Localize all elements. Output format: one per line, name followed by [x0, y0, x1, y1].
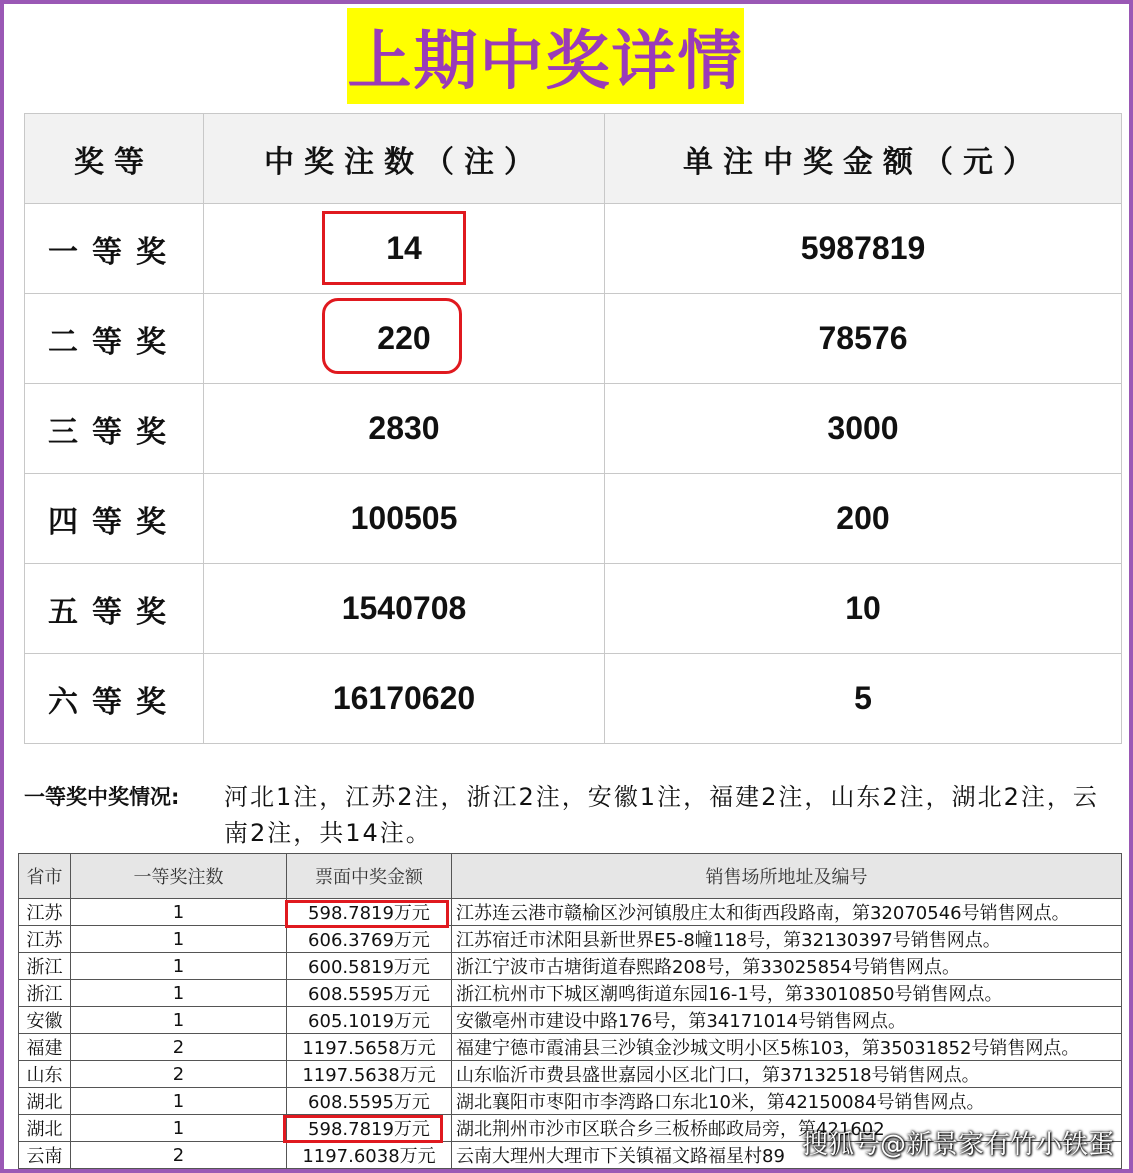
- table-row: [19, 1034, 1122, 1061]
- page-title: 上期中奖详情: [347, 25, 744, 99]
- first-prize-label: 一等奖中奖情况:: [24, 785, 180, 809]
- address-cell: 湖北襄阳市枣阳市李湾路口东北10米，第42150084号销售网点。: [452, 1088, 1122, 1115]
- province-cell: 江苏: [19, 926, 71, 953]
- count-cell: 1: [71, 1007, 287, 1034]
- table-row: [19, 953, 1122, 980]
- count-cell: 2: [71, 1034, 287, 1061]
- header-first-count: 一等奖注数: [71, 854, 287, 899]
- prize-count: 1540708: [204, 564, 605, 654]
- address-cell: 湖北荆州市沙市区联合乡三板桥邮政局旁，第421602: [452, 1115, 1122, 1142]
- amount-cell: 606.3769万元: [287, 926, 452, 953]
- province-cell: 安徽: [19, 1007, 71, 1034]
- address-cell: 江苏宿迁市沭阳县新世界E5-8幢118号，第32130397号销售网点。: [452, 926, 1122, 953]
- table-row: [19, 926, 1122, 953]
- prize-table-header: [25, 114, 1122, 204]
- address-cell: 浙江杭州市下城区潮鸣街道东园16-1号，第33010850号销售网点。: [452, 980, 1122, 1007]
- table-row: [19, 899, 1122, 926]
- count-cell: 2: [71, 1061, 287, 1088]
- count-cell: 2: [71, 1142, 287, 1169]
- amount-cell: 1197.5638万元: [287, 1061, 452, 1088]
- header-amount: 单注中奖金额（元）: [605, 114, 1122, 204]
- table-row: [25, 204, 1122, 294]
- province-cell: 浙江: [19, 953, 71, 980]
- prize-count: 220: [204, 294, 605, 384]
- province-cell: 浙江: [19, 980, 71, 1007]
- prize-amount: 5987819: [605, 204, 1122, 294]
- table-row: [25, 384, 1122, 474]
- prize-count: 100505: [204, 474, 605, 564]
- detail-table: [18, 853, 1122, 1169]
- count-cell: 1: [71, 1115, 287, 1142]
- address-cell: 江苏连云港市赣榆区沙河镇殷庄太和街西段路南，第32070546号销售网点。: [452, 899, 1122, 926]
- table-row: [19, 1061, 1122, 1088]
- address-cell: 山东临沂市费县盛世嘉园小区北门口，第37132518号销售网点。: [452, 1061, 1122, 1088]
- count-cell: 1: [71, 899, 287, 926]
- first-prize-text: 河北1注，江苏2注，浙江2注，安徽1注，福建2注，山东2注，湖北2注，云南2注，共14注。: [224, 783, 1099, 847]
- table-row: [25, 474, 1122, 564]
- prize-amount: 10: [605, 564, 1122, 654]
- prize-level: 六等奖: [25, 654, 204, 744]
- prize-amount: 3000: [605, 384, 1122, 474]
- prize-level: 四等奖: [25, 474, 204, 564]
- amount-cell: 598.7819万元: [287, 1115, 452, 1142]
- table-row: [25, 294, 1122, 384]
- header-ticket-amount: 票面中奖金额: [287, 854, 452, 899]
- title-banner: [347, 8, 744, 104]
- table-row: [19, 1088, 1122, 1115]
- count-cell: 1: [71, 953, 287, 980]
- table-row: [19, 1007, 1122, 1034]
- province-cell: 云南: [19, 1142, 71, 1169]
- prize-table: [24, 113, 1122, 744]
- header-address: 销售场所地址及编号: [452, 854, 1122, 899]
- count-cell: 1: [71, 1088, 287, 1115]
- address-cell: 福建宁德市霞浦县三沙镇金沙城文明小区5栋103，第35031852号销售网点。: [452, 1034, 1122, 1061]
- watermark: 搜狐号@新景家有竹小铁蛋: [802, 1130, 1115, 1160]
- prize-count: 16170620: [204, 654, 605, 744]
- amount-cell: 598.7819万元: [287, 899, 452, 926]
- amount-cell: 1197.5658万元: [287, 1034, 452, 1061]
- header-level: 奖等: [25, 114, 204, 204]
- province-cell: 山东: [19, 1061, 71, 1088]
- prize-amount: 200: [605, 474, 1122, 564]
- address-cell: 云南大理州大理市下关镇福文路福星村89: [452, 1142, 1122, 1169]
- prize-count: 2830: [204, 384, 605, 474]
- prize-level: 一等奖: [25, 204, 204, 294]
- amount-cell: 600.5819万元: [287, 953, 452, 980]
- amount-cell: 1197.6038万元: [287, 1142, 452, 1169]
- prize-amount: 5: [605, 654, 1122, 744]
- header-count: 中奖注数（注）: [204, 114, 605, 204]
- count-cell: 1: [71, 980, 287, 1007]
- table-row: [25, 654, 1122, 744]
- detail-table-header: [19, 854, 1122, 899]
- table-row: [25, 564, 1122, 654]
- prize-count: 14: [204, 204, 605, 294]
- address-cell: 安徽亳州市建设中路176号，第34171014号销售网点。: [452, 1007, 1122, 1034]
- header-province: 省市: [19, 854, 71, 899]
- province-cell: 湖北: [19, 1115, 71, 1142]
- amount-cell: 605.1019万元: [287, 1007, 452, 1034]
- amount-cell: 608.5595万元: [287, 1088, 452, 1115]
- province-cell: 福建: [19, 1034, 71, 1061]
- province-cell: 江苏: [19, 899, 71, 926]
- prize-amount: 78576: [605, 294, 1122, 384]
- province-cell: 湖北: [19, 1088, 71, 1115]
- address-cell: 浙江宁波市古塘街道春熙路208号，第33025854号销售网点。: [452, 953, 1122, 980]
- count-cell: 1: [71, 926, 287, 953]
- amount-cell: 608.5595万元: [287, 980, 452, 1007]
- table-row: [19, 980, 1122, 1007]
- prize-level: 二等奖: [25, 294, 204, 384]
- prize-level: 五等奖: [25, 564, 204, 654]
- prize-level: 三等奖: [25, 384, 204, 474]
